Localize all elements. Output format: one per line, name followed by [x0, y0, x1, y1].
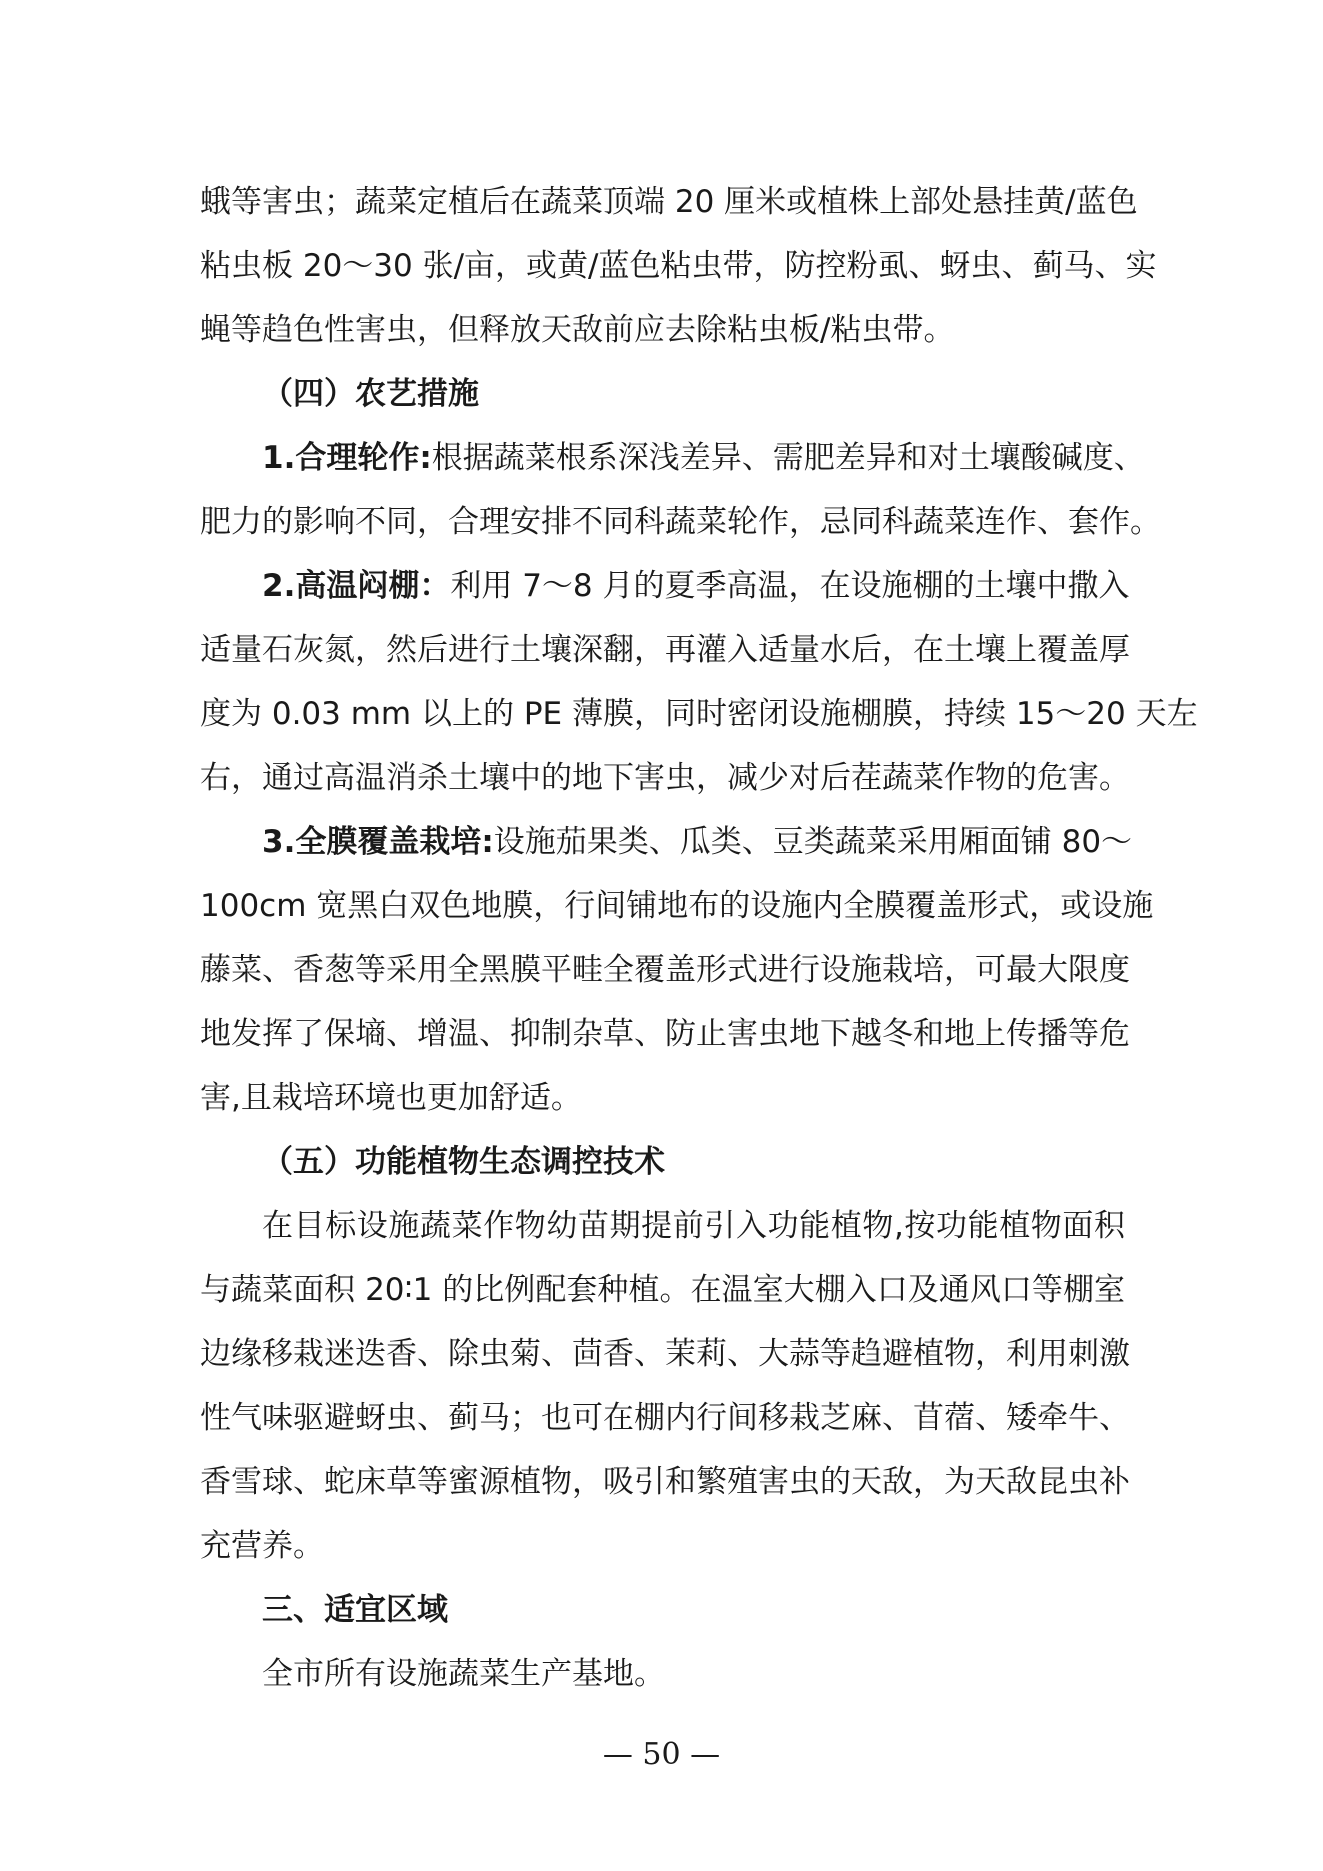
text-line: 与蔬菜面积 20∶1 的比例配套种植。在温室大棚入口及通风口等棚室: [200, 1272, 1125, 1308]
text-span: 设施茄果类、瓜类、豆类蔬菜采用厢面铺 80～: [493, 824, 1133, 860]
paragraph-mulch-line: [200, 810, 1133, 874]
text-line: 肥力的影响不同，合理安排不同科蔬菜轮作，忌同科蔬菜连作、套作。: [200, 504, 1161, 540]
text-line: 地发挥了保墒、增温、抑制杂草、防止害虫地下越冬和地上传播等危: [200, 1016, 1130, 1052]
text-line: 蛾等害虫；蔬菜定植后在蔬菜顶端 20 厘米或植株上部处悬挂黄/蓝色: [200, 184, 1138, 220]
document-body: [200, 170, 1198, 1706]
text-line: 害,且栽培环境也更加舒适。: [200, 1080, 582, 1116]
run-in-heading: 2.高温闷棚：: [262, 568, 451, 604]
page-number: — 50 —: [602, 1737, 721, 1772]
text-line: 粘虫板 20～30 张/亩，或黄/蓝色粘虫带，防控粉虱、蚜虫、蓟马、实: [200, 248, 1157, 284]
section-heading-functional-plants: （五）功能植物生态调控技术: [262, 1144, 665, 1180]
text-line: 边缘移栽迷迭香、除虫菊、茴香、茉莉、大蒜等趋避植物，利用刺激: [200, 1336, 1130, 1372]
text-span: 利用 7～8 月的夏季高温，在设施棚的土壤中撒入: [450, 568, 1130, 604]
text-line: 100cm 宽黑白双色地膜，行间铺地布的设施内全膜覆盖形式，或设施: [200, 888, 1154, 924]
text-line: 适量石灰氮，然后进行土壤深翻，再灌入适量水后，在土壤上覆盖厚: [200, 632, 1130, 668]
run-in-heading: 1.合理轮作:: [262, 440, 432, 476]
text-line: 性气味驱避蚜虫、蓟马；也可在棚内行间移栽芝麻、苜蓿、矮牵牛、: [200, 1400, 1130, 1436]
text-line: 度为 0.03 mm 以上的 PE 薄膜，同时密闭设施棚膜，持续 15～20 天左: [200, 696, 1198, 732]
text-line: 藤菜、香葱等采用全黑膜平畦全覆盖形式进行设施栽培，可最大限度: [200, 952, 1130, 988]
text-line: 香雪球、蛇床草等蜜源植物，吸引和繁殖害虫的天敌，为天敌昆虫补: [200, 1464, 1130, 1500]
paragraph-heat-line: [200, 554, 1130, 618]
text-line: 右，通过高温消杀土壤中的地下害虫，减少对后茬蔬菜作物的危害。: [200, 760, 1130, 796]
section-heading-suitable-areas: 三、适宜区域: [262, 1592, 448, 1628]
text-line: 蝇等趋色性害虫，但释放天敌前应去除粘虫板/粘虫带。: [200, 312, 955, 348]
text-span: 根据蔬菜根系深浅差异、需肥差异和对土壤酸碱度、: [431, 440, 1145, 476]
section-heading-agronomic: （四）农艺措施: [262, 376, 479, 412]
text-line: 充营养。: [200, 1528, 324, 1564]
paragraph-rotation-line: [200, 426, 1145, 490]
text-line: 全市所有设施蔬菜生产基地。: [262, 1656, 665, 1692]
run-in-heading: 3.全膜覆盖栽培:: [262, 824, 494, 860]
text-line: 在目标设施蔬菜作物幼苗期提前引入功能植物,按功能植物面积: [262, 1208, 1125, 1244]
